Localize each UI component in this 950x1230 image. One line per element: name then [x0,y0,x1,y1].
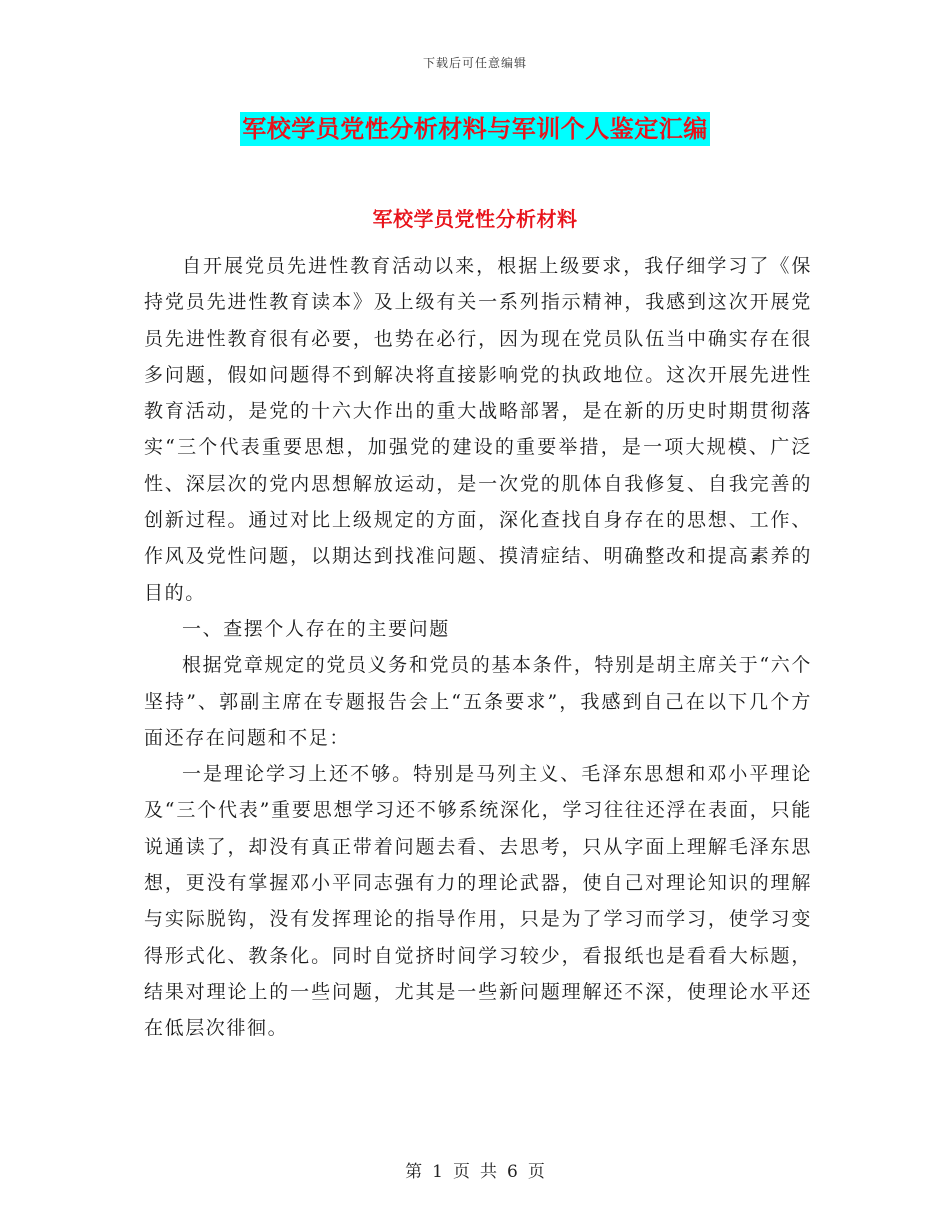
document-body [144,248,812,1047]
footer-label-page: 第 [405,1162,423,1182]
main-title: 军校学员党性分析材料与军训个人鉴定汇编 [240,112,710,146]
footer-label-total: 共 [480,1162,497,1182]
paragraph-intro: 自开展党员先进性教育活动以来，根据上级要求，我仔细学习了《保持党员先进性教育读本》及上级有关一系列指示精神，我感到这次开展党员先进性教育很有必要，也势在必行，因为现在党员队伍当中确实存在很多问题，假如问题得不到解决将直接影响党的执政地位。这次开展先进性教育活动，是党的十六大作出的重大战略部署，是在新的历史时期贯彻落实“三个代表重要思想，加强党的建设的重要举措，是一项大规模、广泛性、深层次的党内思想解放运动，是一次党的肌体自我修复、自我完善的创新过程。通过对比上级规定的方面，深化查找自身存在的思想、工作、作风及党性问题，以期达到找准问题、摸清症结、明确整改和提高素养的目的。 [144,255,812,604]
section-title: 军校学员党性分析材料 [372,207,578,231]
paragraph-heading-1: 一、查摆个人存在的主要问题 [182,617,450,640]
paragraph-basis: 根据党章规定的党员义务和党员的基本条件，特别是胡主席关于“六个坚持”、郭副主席在专题报告会上“五条要求”，我感到自己在以下几个方面还存在问题和不足： [144,654,812,749]
main-title-container [0,112,950,146]
paragraph-point-1: 一是理论学习上还不够。特别是马列主义、毛泽东思想和邓小平理论及“三个代表”重要思想学习还不够系统深化，学习往往还浮在表面，只能说通读了，却没有真正带着问题去看、去思考，只从字面上理解毛泽东思想，更没有掌握邓小平同志强有力的理论武器，使自己对理论知识的理解与实际脱钩，没有发挥理论的指导作用，只是为了学习而学习，使学习变得形式化、教条化。同时自觉挤时间学习较少，看报纸也是看看大标题，结果对理论上的一些问题，尤其是一些新问题理解还不深，使理论水平还在低层次徘徊。 [144,763,812,1040]
header-note: 下载后可任意编辑 [422,56,527,70]
footer-label-page-unit: 页 [453,1162,470,1182]
footer-total-pages: 6 [507,1162,518,1182]
footer-current-page: 1 [432,1162,443,1182]
footer-label-total-unit: 页 [527,1162,545,1182]
page-footer [0,1157,950,1182]
